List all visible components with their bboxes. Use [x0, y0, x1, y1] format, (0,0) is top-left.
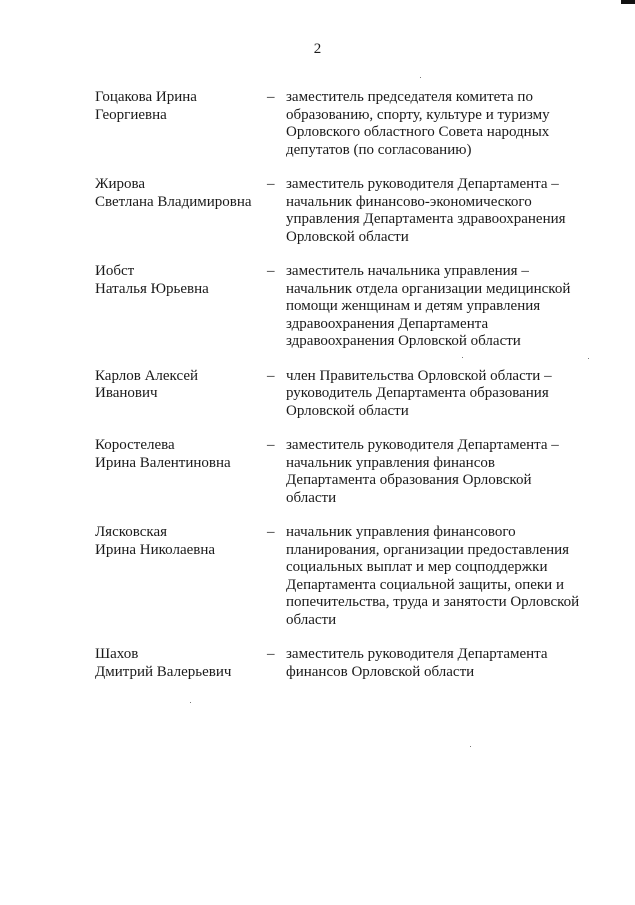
page-number: 2	[313, 41, 322, 57]
dash-separator: –	[267, 89, 275, 105]
dash-separator: –	[267, 263, 275, 279]
list-item	[95, 524, 595, 629]
dash-separator: –	[267, 437, 275, 453]
list-item	[95, 646, 595, 681]
person-name: Карлов Алексей Иванович	[95, 367, 199, 401]
member-list	[95, 89, 595, 681]
position-description: заместитель руководителя Департамента – начальник финансово-экономического управления Департамента здравоохранения Орловской области	[286, 176, 566, 245]
dash-separator: –	[267, 367, 275, 384]
person-name: Иобст Наталья Юрьевна	[95, 263, 209, 297]
list-item	[95, 263, 595, 351]
person-name: Коростелева Ирина Валентиновна	[95, 437, 231, 471]
position-description: член Правительства Орловской области – руководитель Департамента образования Орловской области	[286, 367, 552, 419]
dash-separator: –	[267, 176, 275, 192]
position-description: начальник управления финансового планирования, организации предоставления социальных выплат и мер соцподдержки Департамента социальной защиты, опеки и попечительства, труда и занятости Орловской области	[286, 524, 580, 628]
dash-separator: –	[267, 646, 275, 662]
position-description: заместитель руководителя Департамента – начальник управления финансов Департамента образования Орловской области	[286, 437, 559, 506]
person-name: Жирова Светлана Владимировна	[95, 176, 252, 210]
scan-speck	[420, 77, 421, 78]
position-description: заместитель руководителя Департамента финансов Орловской области	[286, 646, 548, 680]
list-item	[95, 176, 595, 246]
dash-separator: –	[267, 524, 275, 540]
person-name: Шахов Дмитрий Валерьевич	[95, 646, 232, 680]
corner-scan-mark	[621, 0, 635, 4]
person-name: Гоцакова Ирина Георгиевна	[95, 89, 197, 123]
list-item	[95, 368, 595, 421]
position-description: заместитель начальника управления – начальник отдела организации медицинской помощи женщинам и детям управления здравоохранения Департамента здравоохранения Орловской области	[286, 263, 571, 349]
scan-speck	[462, 357, 463, 358]
list-item	[95, 437, 595, 507]
person-name: Лясковская Ирина Николаевна	[95, 524, 216, 558]
list-item	[95, 89, 595, 159]
scan-speck	[588, 358, 589, 359]
position-description: заместитель председателя комитета по образованию, спорту, культуре и туризму Орловского областного Совета народных депутатов (по согласованию)	[286, 89, 550, 158]
scan-speck	[470, 746, 471, 747]
scan-speck	[190, 702, 191, 703]
